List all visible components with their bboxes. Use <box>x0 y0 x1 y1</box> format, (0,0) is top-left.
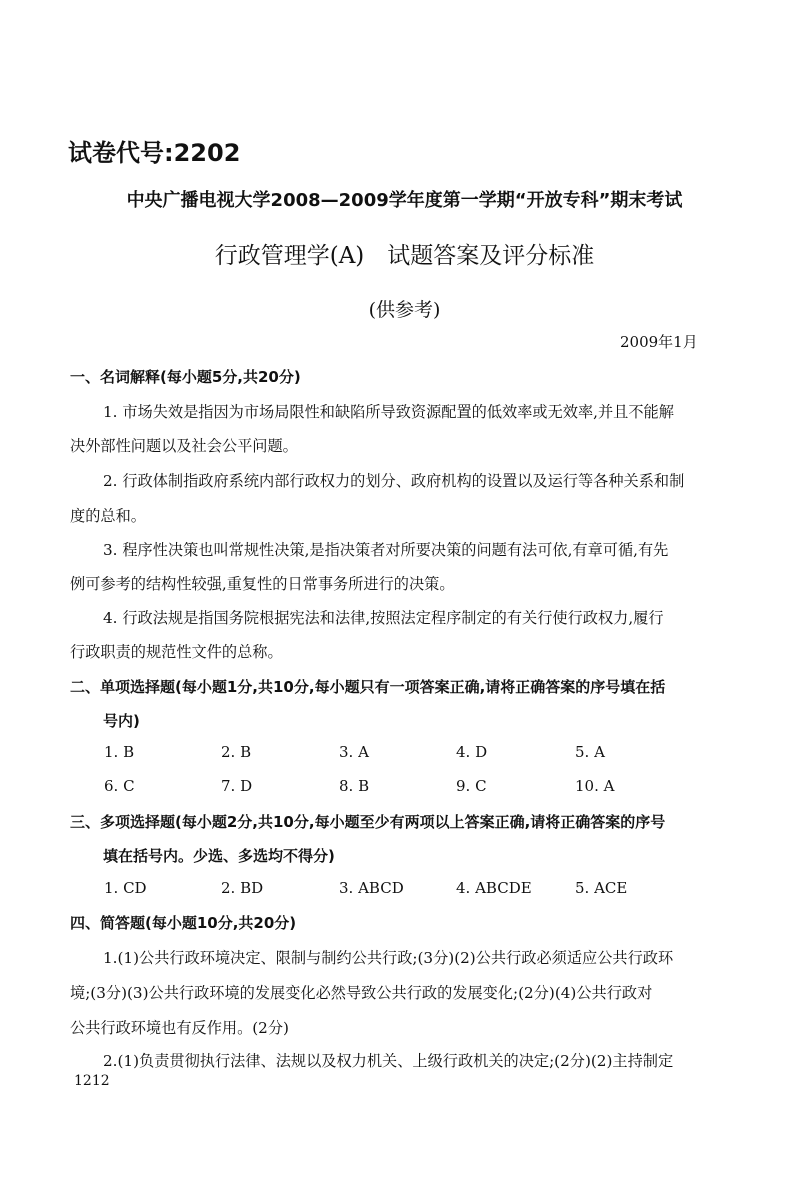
single-choice-answer: 3. A <box>339 743 369 761</box>
section-4-line: 2.(1)负责贯彻执行法律、法规以及权力机关、上级行政机关的决定;(2分)(2)主持制定 <box>103 1052 674 1070</box>
section-1-line: 例可参考的结构性较强,重复性的日常事务所进行的决策。 <box>70 575 455 593</box>
multi-choice-answer: 3. ABCD <box>339 879 404 897</box>
page-number: 1212 <box>74 1073 110 1089</box>
single-choice-answer: 8. B <box>339 777 370 795</box>
section-2-heading: 二、单项选择题(每小题1分,共10分,每小题只有一项答案正确,请将正确答案的序号填在括 <box>70 678 666 696</box>
single-choice-answer: 10. A <box>575 777 615 795</box>
multi-choice-answer: 2. BD <box>221 879 264 897</box>
single-choice-answer: 2. B <box>221 743 252 761</box>
single-choice-answer: 7. D <box>221 777 253 795</box>
section-4-line: 境;(3分)(3)公共行政环境的发展变化必然导致公共行政的发展变化;(2分)(4)公共行政对 <box>70 984 653 1002</box>
multi-choice-answer: 4. ABCDE <box>456 879 532 897</box>
section-1-line: 度的总和。 <box>70 507 146 525</box>
multi-choice-answer: 1. CD <box>104 879 147 897</box>
section-1-line: 行政职责的规范性文件的总称。 <box>70 643 283 661</box>
section-1-line: 决外部性问题以及社会公平问题。 <box>70 437 298 455</box>
single-choice-answer: 1. B <box>104 743 135 761</box>
section-4-line: 公共行政环境也有反作用。(2分) <box>70 1019 289 1037</box>
section-1-line: 4. 行政法规是指国务院根据宪法和法律,按照法定程序制定的有关行使行政权力,履行 <box>103 609 664 627</box>
section-1-line: 2. 行政体制指政府系统内部行政权力的划分、政府机构的设置以及运行等各种关系和制 <box>103 472 685 490</box>
reference-note: (供参考) <box>368 299 441 321</box>
exam-date: 2009年1月 <box>620 333 698 351</box>
exam-header: 中央广播电视大学2008—2009学年度第一学期“开放专科”期末考试 <box>126 190 683 211</box>
multi-choice-answer: 5. ACE <box>575 879 628 897</box>
section-4-line: 1.(1)公共行政环境决定、限制与制约公共行政;(3分)(2)公共行政必须适应公共行政环 <box>103 949 674 967</box>
section-2-heading-cont: 号内) <box>103 712 140 730</box>
single-choice-answer: 5. A <box>575 743 605 761</box>
section-3-heading: 三、多项选择题(每小题2分,共10分,每小题至少有两项以上答案正确,请将正确答案的序号 <box>70 813 666 831</box>
page-title: 行政管理学(A) 试题答案及评分标准 <box>214 243 595 269</box>
section-3-heading-cont: 填在括号内。少选、多选均不得分) <box>103 847 335 865</box>
section-1-heading: 一、名词解释(每小题5分,共20分) <box>70 368 301 386</box>
section-1-line: 3. 程序性决策也叫常规性决策,是指决策者对所要决策的问题有法可依,有章可循,有先 <box>103 541 669 559</box>
section-1-line: 1. 市场失效是指因为市场局限性和缺陷所导致资源配置的低效率或无效率,并且不能解 <box>103 403 674 421</box>
section-4-heading: 四、简答题(每小题10分,共20分) <box>70 914 297 932</box>
single-choice-answer: 4. D <box>456 743 488 761</box>
single-choice-answer: 6. C <box>104 777 135 795</box>
exam-code: 试卷代号:2202 <box>68 139 241 167</box>
single-choice-answer: 9. C <box>456 777 487 795</box>
